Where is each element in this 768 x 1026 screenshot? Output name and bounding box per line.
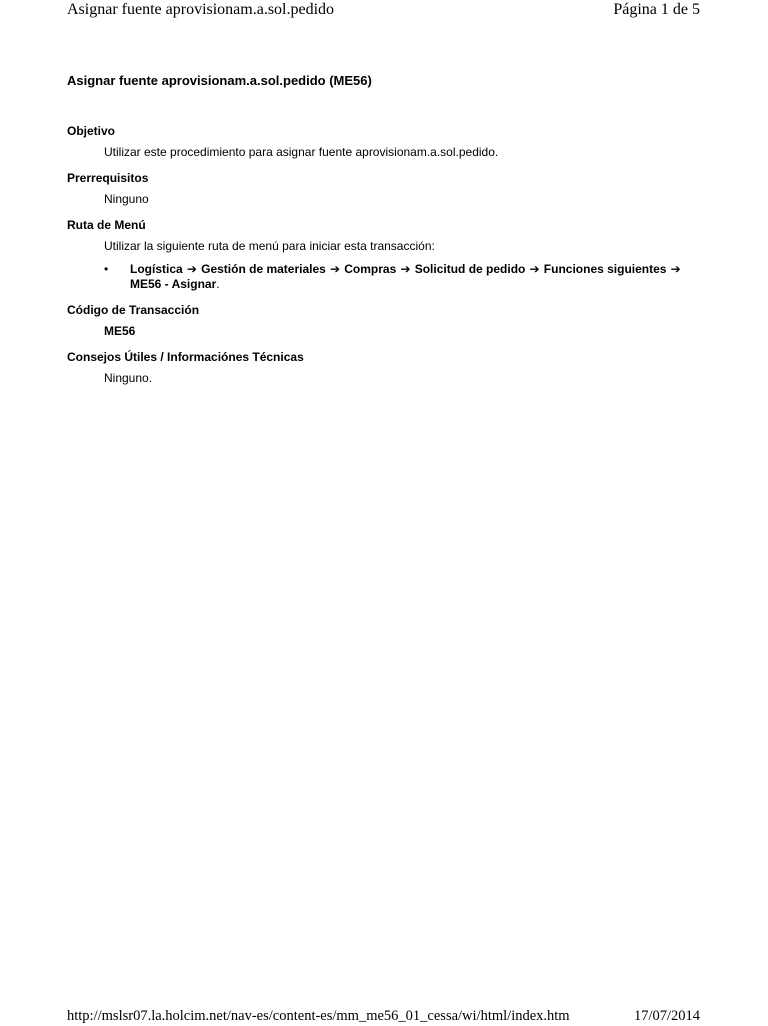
menu-path-step: ME56 - Asignar — [130, 277, 217, 291]
menu-path — [130, 262, 681, 291]
bullet-icon: • — [104, 262, 109, 276]
print-header — [67, 0, 700, 20]
section-title-ruta-menu: Ruta de Menú — [67, 218, 146, 232]
arrow-right-icon: ➔ — [666, 262, 681, 276]
menu-path-step: Compras — [344, 262, 397, 276]
menu-path-list — [104, 262, 700, 292]
header-title: Asignar fuente aprovisionam.a.sol.pedido — [67, 1, 335, 18]
footer-url: http://mslsr07.la.holcim.net/nav-es/content-es/mm_me56_01_cessa/wi/html/index.htm — [67, 1008, 570, 1024]
footer-date: 17/07/2014 — [633, 1008, 700, 1024]
transaction-code: ME56 — [104, 324, 136, 338]
section-title-objetivo: Objetivo — [67, 124, 116, 138]
section-body-prerrequisitos: Ninguno — [104, 192, 149, 206]
document-title: Asignar fuente aprovisionam.a.sol.pedido (ME56) — [67, 73, 372, 88]
section-codigo-transaccion — [67, 302, 700, 339]
document-content — [67, 72, 700, 386]
section-body-consejos: Ninguno. — [104, 371, 153, 385]
header-page-number: Página 1 de 5 — [613, 1, 700, 18]
arrow-right-icon: ➔ — [182, 262, 202, 276]
menu-path-step: Solicitud de pedido — [414, 262, 526, 276]
section-objetivo — [67, 123, 700, 160]
section-consejos — [67, 349, 700, 386]
section-body-objetivo: Utilizar este procedimiento para asignar fuente aprovisionam.a.sol.pedido. — [104, 145, 499, 159]
section-body-ruta-menu: Utilizar la siguiente ruta de menú para iniciar esta transacción: — [104, 239, 435, 253]
menu-path-end: . — [216, 277, 220, 291]
menu-path-step: Gestión de materiales — [201, 262, 326, 276]
section-title-consejos: Consejos Útiles / Informaciónes Técnicas — [67, 350, 304, 364]
section-title-prerrequisitos: Prerrequisitos — [67, 171, 149, 185]
arrow-right-icon: ➔ — [525, 262, 544, 276]
menu-path-step: Logística — [130, 262, 183, 276]
arrow-right-icon: ➔ — [325, 262, 345, 276]
menu-path-step: Funciones siguientes — [543, 262, 667, 276]
section-prerrequisitos — [67, 170, 700, 207]
menu-path-item — [104, 262, 700, 292]
section-title-codigo: Código de Transacción — [67, 303, 200, 317]
arrow-right-icon: ➔ — [396, 262, 415, 276]
section-ruta-menu — [67, 217, 700, 292]
print-footer — [67, 1006, 700, 1026]
